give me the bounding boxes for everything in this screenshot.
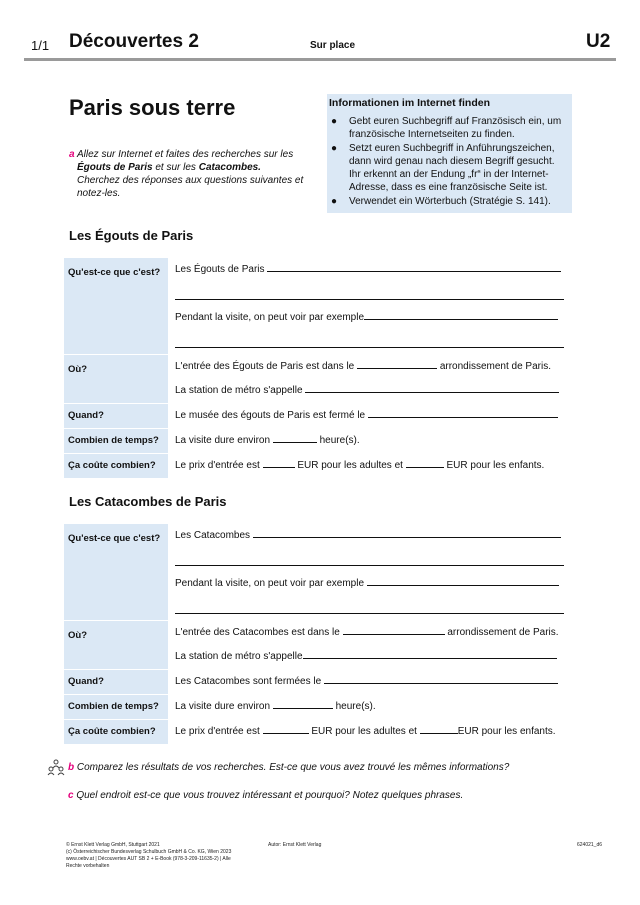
- worksheet-table-egouts: [64, 258, 574, 478]
- answer-field[interactable]: [368, 406, 558, 418]
- table-row: Quand? Les Catacombes sont fermées le: [64, 670, 574, 694]
- answer-field[interactable]: [273, 697, 333, 709]
- task-letter: c: [68, 790, 74, 801]
- footer-code: 624021_d6: [577, 842, 603, 848]
- table-row: Quand? Le musée des égouts de Paris est fermé le: [64, 404, 574, 428]
- answer-field[interactable]: [364, 308, 558, 320]
- series-title: Découvertes 2: [69, 31, 199, 52]
- table-row: Ça coûte combien? Le prix d'entrée est EUR pour les adultes et EUR pour les enfants.: [64, 720, 574, 744]
- task-c-text: Quel endroit est-ce que vous trouvez intéressant et pourquoi? Notez quelques phrases.: [76, 790, 464, 801]
- info-box-title: Informationen im Internet finden: [329, 97, 491, 109]
- answer-field[interactable]: [253, 526, 561, 538]
- answer-line[interactable]: [175, 347, 564, 348]
- page-number: 1/1: [31, 38, 50, 53]
- task-c: [68, 790, 463, 801]
- task-a-text-1: Allez sur Internet et faites des recherches sur les: [76, 149, 294, 160]
- header-rule: [24, 58, 616, 61]
- bullet-icon: ●: [331, 116, 338, 127]
- info-item: ● Verwendet ein Wörterbuch (Stratégie S. 141).: [331, 196, 551, 207]
- answer-line[interactable]: [175, 565, 564, 566]
- answer-line[interactable]: [175, 299, 564, 300]
- table-row: Combien de temps? La visite dure environ heure(s).: [64, 695, 574, 719]
- row-label: Qu'est-ce que c'est?: [64, 524, 168, 620]
- answer-field[interactable]: [305, 381, 559, 393]
- bullet-icon: ●: [331, 143, 338, 154]
- answer-field[interactable]: [324, 672, 558, 684]
- unit-label: U2: [586, 31, 611, 52]
- section-subtitle: Sur place: [310, 40, 356, 51]
- task-b-text: Comparez les résultats de vos recherches. Est-ce que vous avez trouvé les mêmes informations?: [76, 762, 510, 773]
- answer-field[interactable]: [357, 357, 437, 369]
- answer-field[interactable]: [367, 574, 559, 586]
- table-row: Ça coûte combien? Le prix d'entrée est EUR pour les adultes et EUR pour les enfants.: [64, 454, 574, 478]
- table-row: Où? L'entrée des Égouts de Paris est dans le arrondissement de Paris. La station de métro s'appelle: [64, 355, 574, 403]
- row-label: Ça coûte combien?: [64, 454, 168, 478]
- answer-field[interactable]: [303, 647, 557, 659]
- row-label: Ça coûte combien?: [64, 720, 168, 744]
- row-label: Qu'est-ce que c'est?: [64, 258, 168, 354]
- info-box: [327, 94, 572, 213]
- answer-field[interactable]: [420, 722, 458, 734]
- answer-field[interactable]: [263, 456, 295, 468]
- page-title: Paris sous terre: [69, 95, 236, 120]
- worksheet-table-catacombes: [64, 524, 574, 744]
- section-heading: Les Égouts de Paris: [69, 228, 194, 243]
- bullet-icon: ●: [331, 196, 338, 207]
- table-row: Où? L'entrée des Catacombes est dans le arrondissement de Paris. La station de métro s'appelle: [64, 621, 574, 669]
- answer-field[interactable]: [267, 260, 561, 272]
- answer-field[interactable]: [343, 623, 445, 635]
- table-row: Qu'est-ce que c'est? Les Égouts de Paris Pendant la visite, on peut voir par exemple: [64, 258, 574, 354]
- task-letter: b: [68, 762, 75, 773]
- footer-copyright: © Ernst Klett Verlag GmbH, Stuttgart 2021 (c) Österreichischer Bundesverlag Schulbuch GmbH & Co. KG, Wien 2023 www.oebv.at | Découvertes AUT SB 2 + E-Book (978-3-209-11635-2) | Alle Rechte vorbehalten: [66, 842, 232, 869]
- answer-field[interactable]: [263, 722, 309, 734]
- task-a-text-3: Cherchez des réponses aux questions suivantes et notez-les.: [77, 175, 304, 199]
- footer-author: Autor: Ernst Klett Verlag: [268, 842, 322, 848]
- section-heading: Les Catacombes de Paris: [69, 494, 227, 509]
- table-row: Qu'est-ce que c'est? Les Catacombes Pendant la visite, on peut voir par exemple: [64, 524, 574, 620]
- info-item: ● Setzt euren Suchbegriff in Anführungszeichen, dann wird genau nach diesem Begriff gesucht. Ihr erkennt an der Endung „fr“ in der Internet-Adresse, dass es eine französische Seite ist.: [331, 143, 555, 193]
- answer-field[interactable]: [406, 456, 444, 468]
- task-a: [69, 148, 314, 200]
- row-label: Combien de temps?: [64, 429, 168, 453]
- info-box-list: [329, 115, 566, 208]
- task-a-line2: Égouts de Paris et sur les Catacombes.: [77, 162, 261, 173]
- answer-line[interactable]: [175, 613, 564, 614]
- task-letter: a: [69, 149, 75, 160]
- task-b: [68, 762, 509, 773]
- row-label: Où?: [64, 355, 168, 403]
- page-header: [0, 0, 640, 62]
- info-item: ● Gebt euren Suchbegriff auf Französisch ein, um französische Internetseiten zu finden.: [331, 116, 562, 140]
- row-label: Quand?: [64, 670, 168, 694]
- row-label: Où?: [64, 621, 168, 669]
- row-label: Combien de temps?: [64, 695, 168, 719]
- group-work-icon: [47, 759, 65, 777]
- answer-field[interactable]: [273, 431, 317, 443]
- row-label: Quand?: [64, 404, 168, 428]
- table-row: Combien de temps? La visite dure environ heure(s).: [64, 429, 574, 453]
